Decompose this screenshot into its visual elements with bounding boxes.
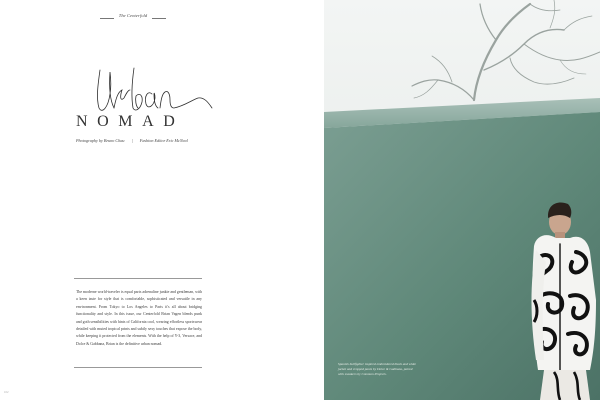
- credits-line: [76, 138, 188, 143]
- intro-paragraph: The moderne world-traveler is equal parts adrenaline junkie and gentleman, with a keen taste for style that is comfortable, sophisticated and versatile in any environment. From Tokyo to Los Angeles to Paris it's all about bridging functionality and style. In this issue, our Centerfold Brian Vagen blends punk and goth sensibilities with hints of California cool, wearing effortless sportswear detailed with muted tropical prints and subtly sexy touches that expose the body, while keeping it protected from the elements. With the help of Y-3, Versace, and Dolce & Gabbana, Brian is the definitive urban nomad.: [76, 290, 202, 346]
- photo-caption: Spanish bullfighter inspired embroidered black and white jacket and cropped pants by Dolce & Gabbana, paired with sneakers by Common Projects.: [338, 362, 416, 376]
- photography-credit: Photography by Bruno Chau: [76, 138, 125, 143]
- script-title-urban: [80, 64, 216, 116]
- photo-illustration: [324, 0, 600, 400]
- title-nomad: NOMAD: [76, 113, 185, 130]
- body-rule-bottom: [74, 367, 202, 368]
- fashion-photo: [324, 0, 600, 400]
- fashion-credit: Fashion Editor Eric McNeal: [139, 138, 188, 143]
- page-number: 102: [4, 390, 9, 394]
- header-rule-left: [100, 18, 114, 19]
- section-label: The Centerfold: [118, 13, 148, 18]
- credits-separator: |: [131, 138, 133, 143]
- body-rule-top: [74, 278, 202, 279]
- header-rule-right: [152, 18, 166, 19]
